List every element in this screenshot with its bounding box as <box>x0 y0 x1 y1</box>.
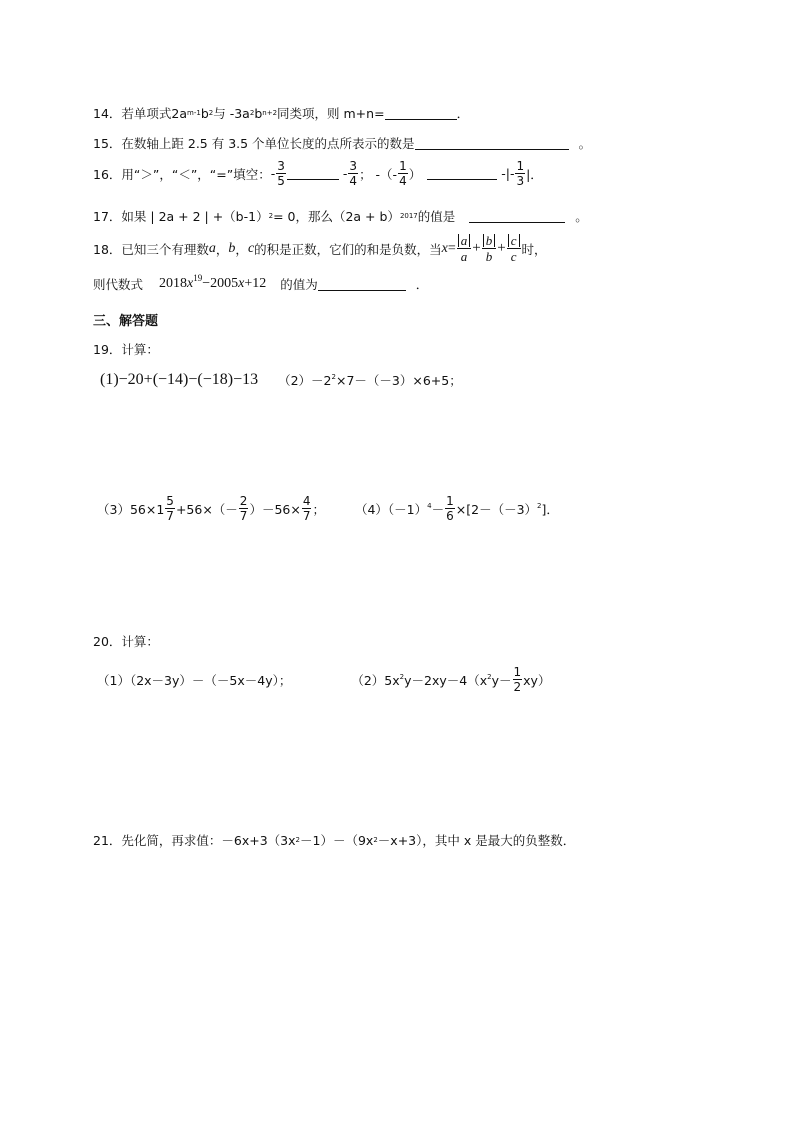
q17-answer-blank[interactable] <box>469 210 565 223</box>
q18-text-b: 的积是正数，它们的和是负数，当 <box>254 241 442 257</box>
q20-parts <box>97 666 550 693</box>
question-20-title <box>93 632 159 650</box>
q16-abs-pre: -|- <box>501 166 515 181</box>
q14-tail: 同类项，则 m+n= <box>277 106 385 121</box>
q14-term2-b: b <box>254 105 263 121</box>
q19-part-3-b: +56×（－ <box>175 501 238 517</box>
q18-comma: ， <box>235 241 248 257</box>
q20-title: 20．计算： <box>93 634 159 649</box>
q16-neg: - <box>342 166 348 181</box>
q16-text: 16．用“＞”，“＜”，“=”填空： <box>93 166 271 182</box>
q16-blank-2[interactable] <box>427 167 497 180</box>
q16-fraction-3: $\frac{1}{4}$ <box>399 159 407 188</box>
q18-var-b: b <box>228 240 236 256</box>
q16-fraction-2: $\frac{3}{4}$ <box>349 159 358 188</box>
section-3-heading <box>93 310 158 329</box>
q14-answer-blank[interactable] <box>385 107 457 120</box>
q18-fraction-a: $\frac{a}{a}$ <box>457 234 472 263</box>
q21-text-a: 21．先化简，再求值：－6x+3（3x <box>93 833 296 848</box>
q18-expression: $2018x^{19}-2005x+12$ <box>159 273 267 291</box>
q19-fraction: $\frac{5}{7}$ <box>166 494 174 523</box>
q18-answer-blank[interactable] <box>318 278 406 291</box>
q16-sep: ； -（- <box>359 166 398 182</box>
question-18 <box>93 234 547 263</box>
q20-fraction: $\frac{1}{2}$ <box>513 665 522 694</box>
question-18-line2 <box>93 275 428 293</box>
q18-fraction-c: $\frac{c}{c}$ <box>507 234 521 263</box>
q21-text-b: －1）－（9x <box>300 833 374 848</box>
question-15 <box>93 134 591 152</box>
q17-mid: = 0，那么（2a + b） <box>273 209 400 224</box>
q18-text-d: 的值为 <box>280 277 318 292</box>
q18-var-a: a <box>208 240 216 256</box>
q20-part-2: $(2)5x^2y-2xy-4(x^2y-$ <box>351 672 512 688</box>
q14-mid: 与 -3a <box>213 106 250 121</box>
q19-part-3-and-4 <box>97 495 559 522</box>
q16-neg: - <box>270 166 276 181</box>
q17-end: 。 <box>575 209 588 224</box>
q15-text: 15．在数轴上距 2.5 有 3.5 个单位长度的点所表示的数是 <box>93 136 415 151</box>
q17-text: 17．如果 | 2a + 2 | +（b-1） <box>93 209 269 224</box>
q16-abs-post: |． <box>526 166 543 182</box>
q19-fraction: $\frac{1}{6}$ <box>446 494 454 523</box>
section-3-title: 三、解答题 <box>93 314 159 329</box>
question-16 <box>93 160 543 187</box>
q16-fraction-1: $\frac{3}{5}$ <box>277 159 285 188</box>
q21-text-c: －x+3），其中 x 是最大的负整数． <box>377 833 576 848</box>
question-19-title <box>93 340 159 358</box>
q14-term1-b: b <box>200 105 209 121</box>
q14-term1: 2a <box>171 105 188 121</box>
q19-fraction: $\frac{2}{7}$ <box>239 494 248 523</box>
q19-part-2: $(2)-2^2\times 7-(-3)\times 6+5$； <box>278 373 462 388</box>
question-21: 21．先化简，再求值：－6x+3（3x 2 －1）－（9x 2 －x+3），其中 x 是最大的负整数． <box>93 833 576 848</box>
q19-fraction: $\frac{4}{7}$ <box>302 494 311 523</box>
q20-part-2-end: xy） <box>523 672 551 688</box>
q18-text-c: 则代数式 <box>93 277 144 292</box>
q19-part-3-c: ）－56× <box>249 501 301 517</box>
q18-plus: + <box>472 240 481 256</box>
q18-fraction-b: $\frac{b}{b}$ <box>482 234 497 263</box>
q18-comma: ， <box>215 241 229 257</box>
question-14: 14．若单项式 2a m-1 b 2 与 -3a 2 b n+2 同类项，则 m+n= ． <box>93 105 470 121</box>
q14-number: 14．若单项式 <box>93 106 172 121</box>
q17-tail: 的值是 <box>417 209 456 224</box>
q16-blank-1[interactable] <box>287 167 339 180</box>
q18-var-x: x <box>441 240 448 256</box>
q18-plus: + <box>497 240 506 256</box>
question-17: 17．如果 | 2a + 2 | +（b-1） 2 = 0，那么（2a + b） 2017 的值是 。 <box>93 209 588 224</box>
q18-text-a: 18．已知三个有理数 <box>93 241 209 257</box>
q19-part-1: (1)−20+(−14)−(−18)−13 <box>100 371 259 388</box>
q18-var-c: c <box>247 240 255 256</box>
q18-eq: = <box>447 240 456 256</box>
q15-end: 。 <box>578 136 592 151</box>
q19-title: 19．计算： <box>93 342 159 357</box>
q19-part-4-b: $\times[2-(-3)^2]$． <box>455 501 559 517</box>
q14-end: ． <box>456 106 470 121</box>
q16-close: ） <box>408 166 422 182</box>
q16-fraction-4: $\frac{1}{3}$ <box>516 159 525 188</box>
q18-when: 时， <box>521 241 547 257</box>
q20-part-1: （1）（2x－3y）－（－5x－4y）； <box>97 672 292 688</box>
q19-part-3: （3）56×1 <box>97 501 165 517</box>
q19-part-3-d: ； <box>312 501 325 517</box>
q15-answer-blank[interactable] <box>415 137 569 150</box>
q18-end: ． <box>415 277 429 292</box>
q19-part-1-and-2 <box>100 371 462 389</box>
q19-part-4: $(4)(-1)^4-$ <box>354 501 445 517</box>
